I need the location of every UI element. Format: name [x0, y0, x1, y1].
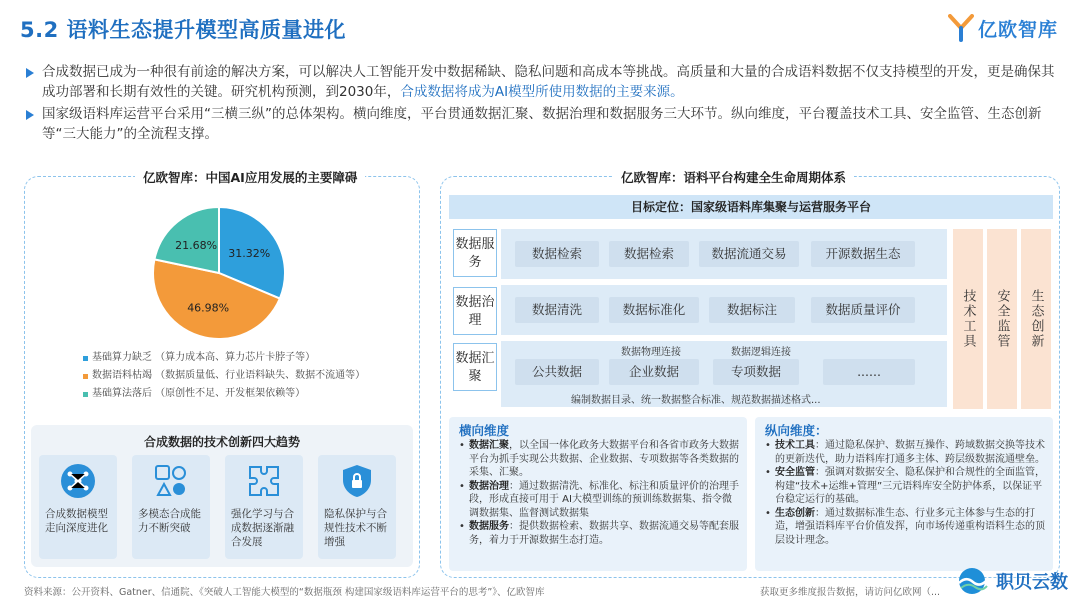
- list-item: [765, 439, 1047, 466]
- bullet-1: [24, 62, 1064, 102]
- legend-label: 基础算法落后 （原创性不足、开发框架依赖等）: [92, 388, 306, 399]
- chip: 数据标注: [709, 297, 795, 323]
- chip: ......: [823, 359, 915, 385]
- chip: 数据检索: [609, 241, 689, 267]
- trend-card: [318, 455, 396, 559]
- item-head: 技术工具: [775, 440, 815, 451]
- legend-item: [83, 385, 365, 403]
- chip: 数据流通交易: [699, 241, 799, 267]
- item-head: 生态创新: [775, 507, 815, 519]
- vertical-list: [765, 439, 1047, 547]
- trends-title: 合成数据的技术创新四大趋势: [143, 435, 300, 449]
- item-body: ：通过数据清洗、标准化、标注和质量评价的治理手段，形成直接可用于 AI大模型训练的预训练数据集、指令微调数据集、监督测试数据集: [469, 480, 739, 519]
- vertical-security: 安全监管: [987, 229, 1017, 409]
- horizontal-box: [449, 417, 747, 571]
- trend-text: 强化学习与合成数据逐渐融合发展: [231, 508, 294, 548]
- legend-item: [83, 367, 365, 385]
- chip: 公共数据: [515, 359, 599, 385]
- row-label-service: 数据服务: [453, 229, 497, 277]
- pie-label-3: 21.68%: [175, 238, 218, 252]
- horizontal-title: 横向维度: [459, 423, 510, 438]
- item-body: ：通过数据标准生态、行业多元主体参与生态的打造，增强语料库平台价值发挥，向市场传递重构语料生态的顶层设计理念。: [775, 507, 1045, 546]
- pie-legend: [83, 349, 365, 403]
- item-body: ：提供数据检索、数据共享、数据流通交易等配套服务，着力于开源数据生态打造。: [469, 521, 739, 546]
- right-panel-title: 亿欧智库：语料平台构建全生命周期体系: [613, 168, 854, 186]
- vertical-ecosystem: 生态创新: [1021, 229, 1051, 409]
- trend-card: [225, 455, 303, 559]
- physical-link-label: 数据物理连接: [621, 347, 681, 358]
- chip: 数据检索: [515, 241, 599, 267]
- item-body: ，以全国一体化政务大数据平台和各省市政务大数据平台为抓手实现公共数据、企业数据、专项数据等各类数据的采集、汇聚。: [469, 440, 739, 478]
- row-band-service: [501, 229, 947, 279]
- brand-logo: [956, 566, 1068, 596]
- legend-swatch: [83, 392, 88, 397]
- chip: 企业数据: [609, 359, 699, 385]
- bullet-1-highlight: 合成数据将成为AI模型所使用数据的主要来源。: [400, 84, 684, 100]
- vertical-tech-tools: 技术工具: [953, 229, 983, 409]
- list-item: [765, 507, 1047, 548]
- puzzle-icon: [246, 463, 282, 499]
- logo-icon: [948, 14, 974, 42]
- multimodal-icon: [153, 463, 189, 499]
- trend-card: [132, 455, 210, 559]
- list-item: [459, 480, 741, 521]
- brand-text: 职贝云数: [996, 572, 1068, 593]
- trend-text: 合成数据模型走向深度进化: [45, 508, 108, 534]
- chip: 数据清洗: [515, 297, 599, 323]
- logo: [948, 14, 1058, 42]
- network-icon: [60, 463, 96, 499]
- item-head: 数据服务: [469, 521, 509, 532]
- right-panel: [440, 170, 1060, 578]
- vertical-box: [755, 417, 1053, 571]
- bullet-2: [24, 104, 1064, 144]
- legend-item: [83, 349, 365, 367]
- item-head: 数据治理: [469, 480, 509, 492]
- more-info-note: 获取更多维度报告数据，请访问亿欧网（...: [760, 587, 941, 598]
- horizontal-list: [459, 439, 741, 547]
- chip: 数据质量评价: [811, 297, 915, 323]
- item-body: ：强调对数据安全、隐私保护和合规性的全面监管，构建“技术+运维+管理”三元语料库安全防护体系，以保证平台稳定运行的基础。: [775, 467, 1045, 505]
- item-body: ：通过隐私保护、数据互操作、跨域数据交换等技术的更新迭代，助力语料库打通多主体、跨层级数据流通壁垒。: [775, 440, 1045, 465]
- vertical-title: 纵向维度：: [765, 423, 828, 438]
- pie-label-2: 46.98%: [187, 301, 230, 315]
- chip: 数据标准化: [609, 297, 699, 323]
- trends-box: [31, 425, 413, 567]
- legend-swatch: [83, 374, 88, 379]
- page-title: 5.2 语料生态提升模型高质量进化: [20, 18, 347, 42]
- row-label-aggregation: 数据汇聚: [453, 343, 497, 391]
- pie-svg: [149, 203, 289, 343]
- pie-label-1: 31.32%: [228, 246, 271, 260]
- logical-link-label: 数据逻辑连接: [731, 347, 791, 358]
- list-item: [459, 439, 741, 480]
- list-item: [765, 466, 1047, 507]
- shield-lock-icon: [339, 463, 375, 499]
- source-note: 资料来源：公开资料、Gatner、信通院、《突破人工智能大模型的“数据瓶颈 构建国家级语料库运营平台的思考”》、亿欧智库: [24, 587, 545, 598]
- trend-card: [39, 455, 117, 559]
- logo-text: 亿欧智库: [977, 18, 1058, 41]
- bullet-1-text: 合成数据已成为一种很有前途的解决方案，可以解决人工智能开发中数据稀缺、隐私问题和高成本等挑战。高质量和大量的合成语料数据不仅支持模型的开发，更是确保其成功部署和长期有效性的关键。研究机构预测，到2030年，: [42, 64, 1055, 100]
- left-panel: [24, 170, 420, 578]
- row-label-governance: 数据治理: [453, 287, 497, 335]
- item-head: 安全监管: [775, 467, 815, 478]
- catalog-label: 编制数据目录、统一数据整合标准、规范数据描述格式...: [571, 395, 821, 406]
- chip: 开源数据生态: [811, 241, 915, 267]
- intro-bullets: [24, 62, 1064, 146]
- trend-text: 隐私保护与合规性技术不断增强: [324, 508, 387, 548]
- pie-chart: [149, 203, 289, 343]
- trend-text: 多模态合成能力不断突破: [138, 508, 201, 534]
- legend-swatch: [83, 356, 88, 361]
- legend-label: 基础算力缺乏 （算力成本高、算力芯片卡脖子等）: [92, 352, 316, 363]
- bullet-2-text: 国家级语料库运营平台采用“三横三纵”的总体架构。横向维度，平台贯通数据汇聚、数据治理和数据服务三大环节。纵向维度，平台覆盖技术工具、安全监管、生态创新等“三大能力”的全流程支撑。: [42, 106, 1042, 142]
- row-band-aggregation: [501, 341, 947, 407]
- row-band-governance: [501, 285, 947, 335]
- left-panel-title: 亿欧智库：中国AI应用发展的主要障碍: [135, 168, 365, 186]
- legend-label: 数据语料枯竭 （数据质量低、行业语料缺失、数据不流通等）: [92, 370, 366, 381]
- target-bar: 目标定位：国家级语料库集聚与运营服务平台: [449, 195, 1053, 219]
- chip: 专项数据: [713, 359, 799, 385]
- wave-globe-icon: [956, 566, 990, 596]
- list-item: [459, 520, 741, 547]
- item-head: 数据汇聚: [469, 440, 509, 451]
